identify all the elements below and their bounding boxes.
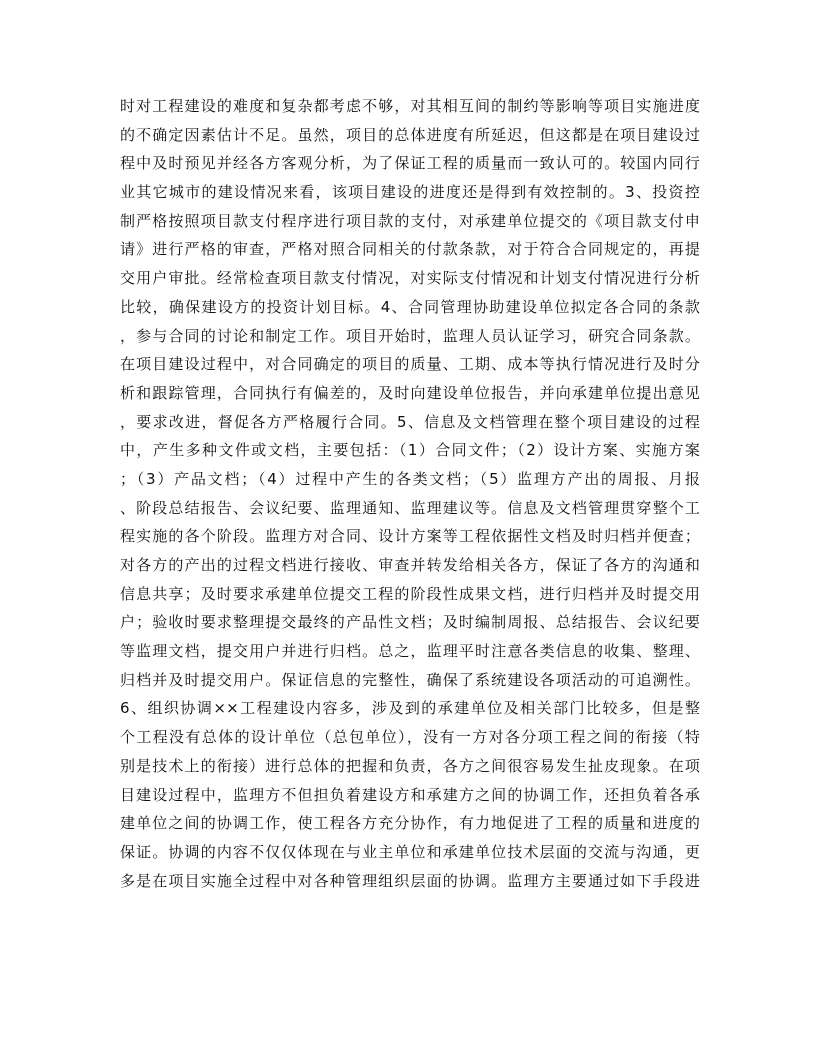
text-line: 、阶段总结报告、会议纪要、监理通知、监理建议等。信息及文档管理贯穿整个工 [120, 498, 700, 517]
text-line: ，要求改进，督促各方严格履行合同。5、信息及文档管理在整个项目建设的过程 [120, 412, 700, 431]
text-line: 在项目建设过程中，对合同确定的项目的质量、工期、成本等执行情况进行及时分 [120, 355, 700, 374]
text-line: 制严格按照项目款支付程序进行项目款的支付，对承建单位提交的《项目款支付申 [120, 211, 700, 230]
text-line: 个工程没有总体的设计单位（总包单位），没有一方对各分项工程之间的衔接（特 [120, 728, 700, 747]
text-line: 交用户审批。经常检查项目款支付情况，对实际支付情况和计划支付情况进行分析 [120, 269, 700, 288]
text-line: 多是在项目实施全过程中对各种管理组织层面的协调。监理方主要通过如下手段进 [120, 871, 700, 890]
text-line: 建单位之间的协调工作，使工程各方充分协作，有力地促进了工程的质量和进度的 [120, 814, 700, 833]
text-line: 保证。协调的内容不仅仅体现在与业主单位和承建单位技术层面的交流与沟通，更 [120, 842, 700, 861]
text-line: 别是技术上的衔接）进行总体的把握和负责，各方之间很容易发生扯皮现象。在项 [120, 756, 700, 775]
text-line: 目建设过程中，监理方不但担负着建设方和承建方之间的协调工作，还担负着各承 [120, 785, 700, 804]
text-line: 归档并及时提交用户。保证信息的完整性，确保了系统建设各项活动的可追溯性。 [120, 670, 700, 689]
text-line: 程中及时预见并经各方客观分析，为了保证工程的质量而一致认可的。较国内同行 [120, 154, 700, 173]
text-line: 时对工程建设的难度和复杂都考虑不够，对其相互间的制约等影响等项目实施进度 [120, 97, 700, 115]
text-line: ；（3）产品文档；（4）过程中产生的各类文档；（5）监理方产出的周报、月报 [120, 469, 700, 488]
text-line: 6、组织协调××工程建设内容多，涉及到的承建单位及相关部门比较多，但是整 [120, 699, 700, 718]
body-paragraph [120, 92, 700, 895]
text-line: 对各方的产出的过程文档进行接收、审查并转发给相关各方，保证了各方的沟通和 [120, 556, 700, 574]
text-line: 比较，确保建设方的投资计划目标。4、合同管理协助建设单位拟定各合同的条款 [120, 297, 700, 316]
text-line: 业其它城市的建设情况来看，该项目建设的进度还是得到有效控制的。3、投资控 [120, 183, 700, 202]
text-line: 等监理文档，提交用户并进行归档。总之，监理平时注意各类信息的收集、整理、 [120, 642, 700, 661]
text-line: 户；验收时要求整理提交最终的产品性文档；及时编制周报、总结报告、会议纪要 [120, 613, 700, 632]
text-line: 中，产生多种文件或文档，主要包括：（1）合同文件；（2）设计方案、实施方案 [120, 441, 700, 460]
text-line: 程实施的各个阶段。监理方对合同、设计方案等工程依据性文档及时归档并便查； [120, 527, 700, 546]
text-line: 的不确定因素估计不足。虽然，项目的总体进度有所延迟，但这都是在项目建设过 [120, 125, 700, 144]
text-line: 请》进行严格的审查，严格对照合同相关的付款条款，对于符合合同规定的，再提 [120, 240, 700, 259]
text-line: ，参与合同的讨论和制定工作。项目开始时，监理人员认证学习，研究合同条款。 [120, 326, 700, 345]
text-line: 析和跟踪管理，合同执行有偏差的，及时向建设单位报告，并向承建单位提出意见 [120, 383, 700, 402]
text-line: 信息共享；及时要求承建单位提交工程的阶段性成果文档，进行归档并及时提交用 [120, 584, 700, 603]
